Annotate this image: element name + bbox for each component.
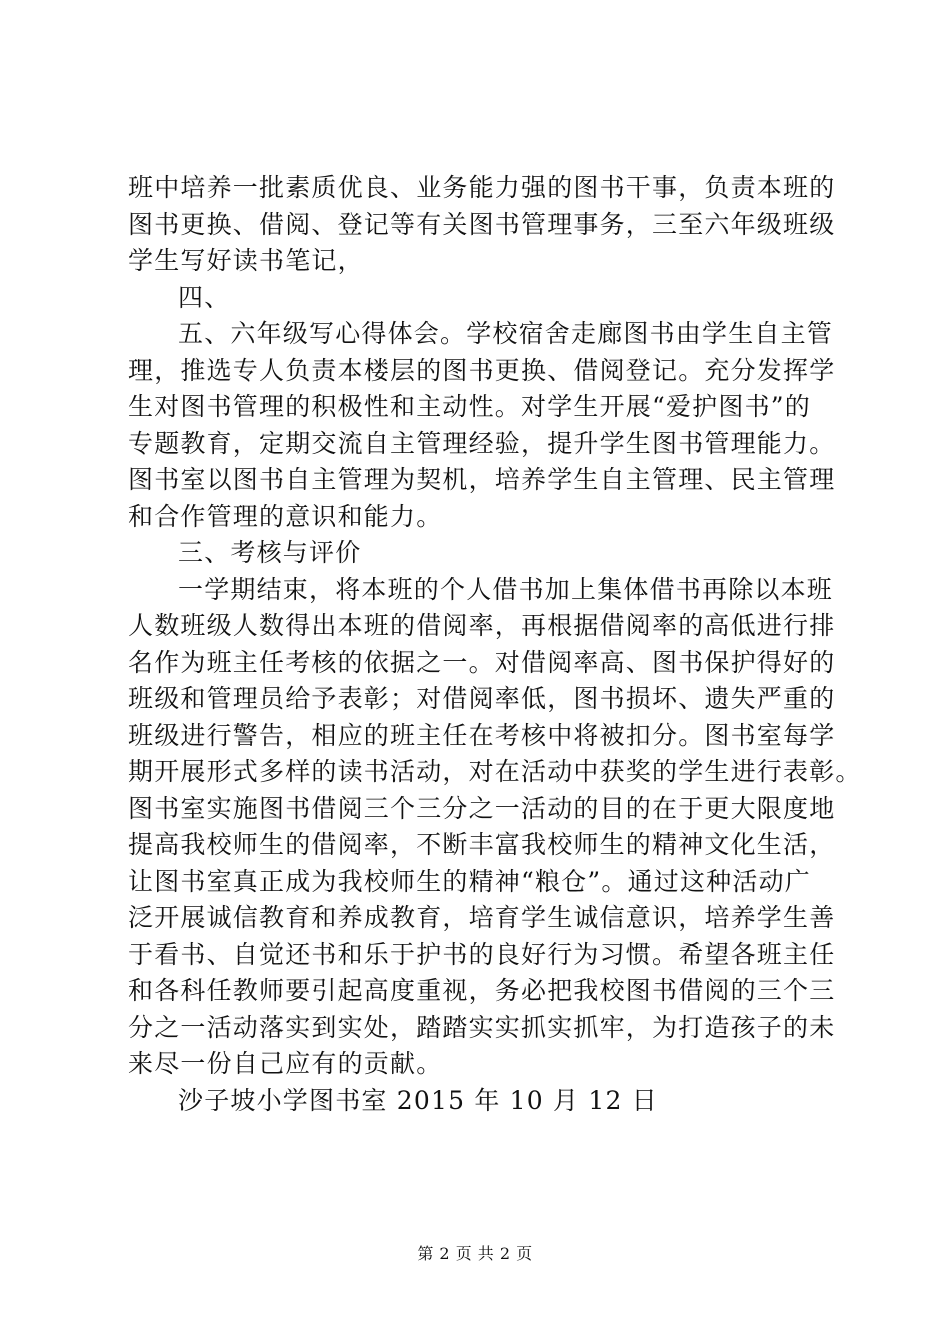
text-line: 于看书、自觉还书和乐于护书的良好行为习惯。希望各班主任	[128, 939, 836, 969]
text-line: 班中培养一批素质优良、业务能力强的图书干事，负责本班的	[128, 173, 836, 202]
text-line: 和合作管理的意识和能力。	[128, 501, 443, 531]
text-line: 专题教育，定期交流自主管理经验，提升学生图书管理能力。	[128, 428, 836, 458]
text-line: 五、六年级写心得体会。学校宿舍走廊图书由学生自主管	[178, 319, 834, 348]
text-line: 班级和管理员给予表彰；对借阅率低，图书损坏、遗失严重的	[128, 684, 836, 713]
text-line: 学生写好读书笔记，	[128, 246, 364, 275]
document-body	[128, 170, 862, 1119]
page-footer: 第 2 页 共 2 页	[417, 1244, 533, 1263]
text-line: 泛开展诚信教育和养成教育，培育学生诚信意识，培养学生善	[128, 903, 836, 932]
text-line: 和各科任教师要引起高度重视，务必把我校图书借阅的三个三	[128, 976, 836, 1005]
text-line: 理，推选专人负责本楼层的图书更换、借阅登记。充分发挥学	[128, 355, 836, 385]
text-line: 让图书室真正成为我校师生的精神“粮仓”。通过这种活动广	[128, 866, 811, 896]
text-line: 图书室实施图书借阅三个三分之一活动的目的在于更大限度地	[128, 793, 836, 823]
text-line: 图书室以图书自主管理为契机，培养学生自主管理、民主管理	[128, 465, 836, 494]
text-line: 沙子坡小学图书室 2015 年 10 月 12 日	[178, 1085, 658, 1115]
text-line: 一学期结束，将本班的个人借书加上集体借书再除以本班	[178, 574, 834, 604]
text-line: 来尽一份自己应有的贡献。	[128, 1049, 443, 1078]
text-line: 三、考核与评价	[178, 538, 362, 567]
text-line: 提高我校师生的借阅率，不断丰富我校师生的精神文化生活，	[128, 830, 836, 859]
text-line: 图书更换、借阅、登记等有关图书管理事务，三至六年级班级	[128, 209, 836, 239]
text-line: 四、	[178, 282, 231, 312]
text-line: 班级进行警告，相应的班主任在考核中将被扣分。图书室每学	[128, 720, 836, 750]
text-line: 期开展形式多样的读书活动，对在活动中获奖的学生进行表彰。	[128, 757, 862, 786]
text-line: 名作为班主任考核的依据之一。对借阅率高、图书保护得好的	[128, 647, 836, 677]
text-line: 分之一活动落实到实处，踏踏实实抓实抓牢，为打造孩子的未	[128, 1012, 836, 1042]
text-line: 生对图书管理的积极性和主动性。对学生开展“爱护图书”的	[128, 392, 811, 421]
text-line: 人数班级人数得出本班的借阅率，再根据借阅率的高低进行排	[128, 611, 836, 640]
